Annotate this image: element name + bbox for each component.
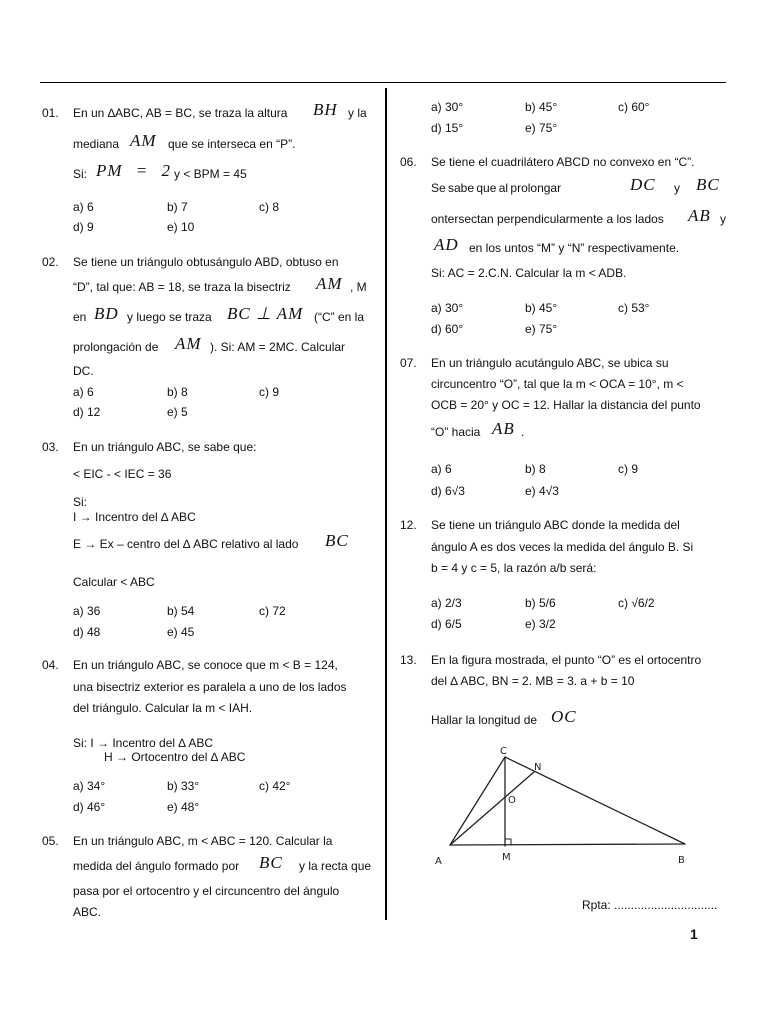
header-rule [40, 82, 726, 83]
problem-text: y < BPM = 45 [174, 167, 247, 181]
problem-text: “O” hacia [431, 425, 481, 439]
math-expression: BC [259, 853, 283, 872]
problem-text: Se tiene un triángulo ABC donde la medida del [431, 518, 680, 532]
side-cb [505, 757, 685, 844]
problem-text: y [674, 181, 680, 195]
problem-text: en los untos “M” y “N” respectivamente. [469, 241, 680, 255]
answer-option: d) 46° [73, 800, 106, 814]
vertex-label-c: C [500, 746, 507, 757]
answer-option: c) 9 [259, 385, 280, 399]
math-expression: DC [630, 175, 656, 194]
problem-text: mediana [73, 137, 120, 151]
answer-option: a) 6 [73, 385, 94, 399]
problem-text: . [521, 425, 525, 439]
point-label-o: O [508, 795, 516, 806]
problem-text: Hallar la longitud de [431, 713, 538, 727]
math-expression: AM [175, 334, 202, 353]
altitude-an [450, 772, 534, 845]
problem-text: OCB = 20° y OC = 12. Hallar la distancia del punto [431, 398, 701, 412]
answer-option: e) 5 [167, 405, 188, 419]
answer-option: b) 54 [167, 604, 195, 618]
page-number: 1 [690, 926, 698, 942]
problem-text: En un triángulo acutángulo ABC, se ubica su [431, 356, 669, 370]
problem-number: 03. [42, 440, 59, 454]
point-label-n: N [534, 762, 542, 773]
problem-text: En la figura mostrada, el punto “O” es el ortocentro [431, 653, 702, 667]
problem-text: pasa por el ortocentro y el circuncentro del ángulo [73, 884, 340, 898]
problem-text: En un triángulo ABC, m < ABC = 120. Calcular la [73, 834, 333, 848]
problem-text: del ∆ ABC, BN = 2. MB = 3. a + b = 10 [431, 674, 635, 688]
problem-text: Se tiene un triángulo obtusángulo ABD, obtuso en [73, 255, 339, 269]
problem-text: que se interseca en “P”. [168, 137, 296, 151]
answer-option: d) 15° [431, 121, 464, 135]
problem-text: En un triángulo ABC, se sabe que: [73, 440, 257, 454]
answer-option: d) 48 [73, 625, 101, 639]
problem-text: Si: [73, 167, 88, 181]
problem-number: 06. [400, 155, 417, 169]
math-expression: BC ⊥ AM [227, 304, 304, 323]
side-ac [450, 757, 505, 845]
math-expression: AD [434, 235, 459, 254]
problem-number: 05. [42, 834, 59, 848]
problem-text: y la recta que [299, 859, 372, 873]
problem-text: Si: I → Incentro del ∆ ABC [73, 736, 214, 750]
answer-option: d) 6√3 [431, 484, 465, 498]
problem-number: 13. [400, 653, 417, 667]
answer-option: d) 6/5 [431, 617, 462, 631]
problem-text: < EIC - < IEC = 36 [73, 467, 172, 481]
problem-text: Se tiene el cuadrilátero ABCD no convexo en “C”. [431, 155, 695, 169]
math-expression: AM [130, 131, 157, 150]
answer-option: b) 7 [167, 200, 188, 214]
problem-text: en [73, 310, 87, 324]
problem-text: “D”, tal que: AB = 18, se traza la bisectriz [73, 280, 291, 294]
column-divider [385, 88, 387, 920]
answer-option: e) 4√3 [525, 484, 559, 498]
answer-option: c) 42° [259, 779, 291, 793]
problem-text: Se sabe que al prolongar [431, 181, 562, 195]
problem-text: En un triángulo ABC, se conoce que m < B = 124, [73, 658, 338, 672]
answer-option: e) 45 [167, 625, 195, 639]
answer-option: b) 33° [167, 779, 200, 793]
math-expression: AB [492, 419, 515, 438]
problem-text: ). Si: AM = 2MC. Calcular [210, 340, 346, 354]
answer-option: d) 60° [431, 322, 464, 336]
math-expression: AB [688, 206, 711, 225]
problem-text: y luego se traza [127, 310, 212, 324]
problem-text: Si: AC = 2.C.N. Calcular la m < ADB. [431, 266, 627, 280]
problem-text: E → Ex – centro del ∆ ABC relativo al lado [73, 537, 299, 551]
problem-text: b = 4 y c = 5, la razón a/b será: [431, 561, 597, 575]
problem-text: y la [348, 106, 367, 120]
answer-option: a) 30° [431, 100, 464, 114]
answer-option: b) 8 [167, 385, 188, 399]
answer-option: b) 45° [525, 100, 558, 114]
answer-line: Rpta: ............................... [582, 898, 718, 912]
answer-option: b) 45° [525, 301, 558, 315]
answer-option: b) 5/6 [525, 596, 556, 610]
problem-text: Si: [73, 495, 88, 509]
problem-number: 02. [42, 255, 59, 269]
answer-option: a) 2/3 [431, 596, 462, 610]
vertex-label-b: B [678, 855, 685, 866]
answer-option: d) 12 [73, 405, 101, 419]
problem-text: del triángulo. Calcular la m < IAH. [73, 701, 253, 715]
side-ab [450, 844, 685, 845]
answer-option: e) 48° [167, 800, 200, 814]
problem-text: ontersectan perpendicularmente a los lados [431, 212, 664, 226]
problem-text: (“C” en la [314, 310, 365, 324]
math-expression: BD [94, 304, 119, 323]
problem-number: 01. [42, 106, 59, 120]
problem-text: ABC. [73, 905, 102, 919]
answer-option: c) 9 [618, 462, 639, 476]
math-expression: AM [316, 274, 343, 293]
problem-number: 04. [42, 658, 59, 672]
problem-text: y [720, 212, 726, 226]
problem-text: una bisectriz exterior es paralela a uno de los lados [73, 680, 347, 694]
problem-number: 07. [400, 356, 417, 370]
problem-text: prolongación de [73, 340, 159, 354]
math-expression: BC [696, 175, 720, 194]
math-expression: BC [325, 531, 349, 550]
problem-text: DC. [73, 364, 94, 378]
problem-text: medida del ángulo formado por [73, 859, 240, 873]
math-expression: PM = 2 [96, 161, 172, 180]
problem-text: H → Ortocentro del ∆ ABC [104, 750, 246, 764]
triangle-figure [430, 742, 700, 868]
answer-option: c) 72 [259, 604, 286, 618]
answer-option: d) 9 [73, 220, 94, 234]
problem-text: En un ∆ABC, AB = BC, se traza la altura [73, 106, 288, 120]
math-expression: BH [313, 100, 338, 119]
answer-option: e) 75° [525, 121, 558, 135]
problem-text: ángulo A es dos veces la medida del ángulo B. Si [431, 540, 694, 554]
problem-text: Calcular < ABC [73, 575, 155, 589]
answer-option: b) 8 [525, 462, 546, 476]
answer-option: c) 60° [618, 100, 650, 114]
answer-option: e) 10 [167, 220, 195, 234]
answer-option: a) 6 [73, 200, 94, 214]
answer-option: a) 30° [431, 301, 464, 315]
problem-number: 12. [400, 518, 417, 532]
answer-option: a) 6 [431, 462, 452, 476]
math-expression: OC [551, 707, 577, 726]
problem-text: , M [350, 280, 367, 294]
problem-text: I → Incentro del ∆ ABC [73, 510, 196, 524]
answer-option: c) 8 [259, 200, 280, 214]
answer-option: e) 75° [525, 322, 558, 336]
answer-option: a) 34° [73, 779, 106, 793]
answer-option: c) 53° [618, 301, 650, 315]
answer-option: a) 36 [73, 604, 101, 618]
answer-option: c) √6/2 [618, 596, 655, 610]
answer-option: e) 3/2 [525, 617, 556, 631]
problem-text: circuncentro “O”, tal que la m < OCA = 10°, m < [431, 377, 684, 391]
vertex-label-a: A [435, 856, 442, 867]
point-label-m: M [502, 852, 511, 863]
